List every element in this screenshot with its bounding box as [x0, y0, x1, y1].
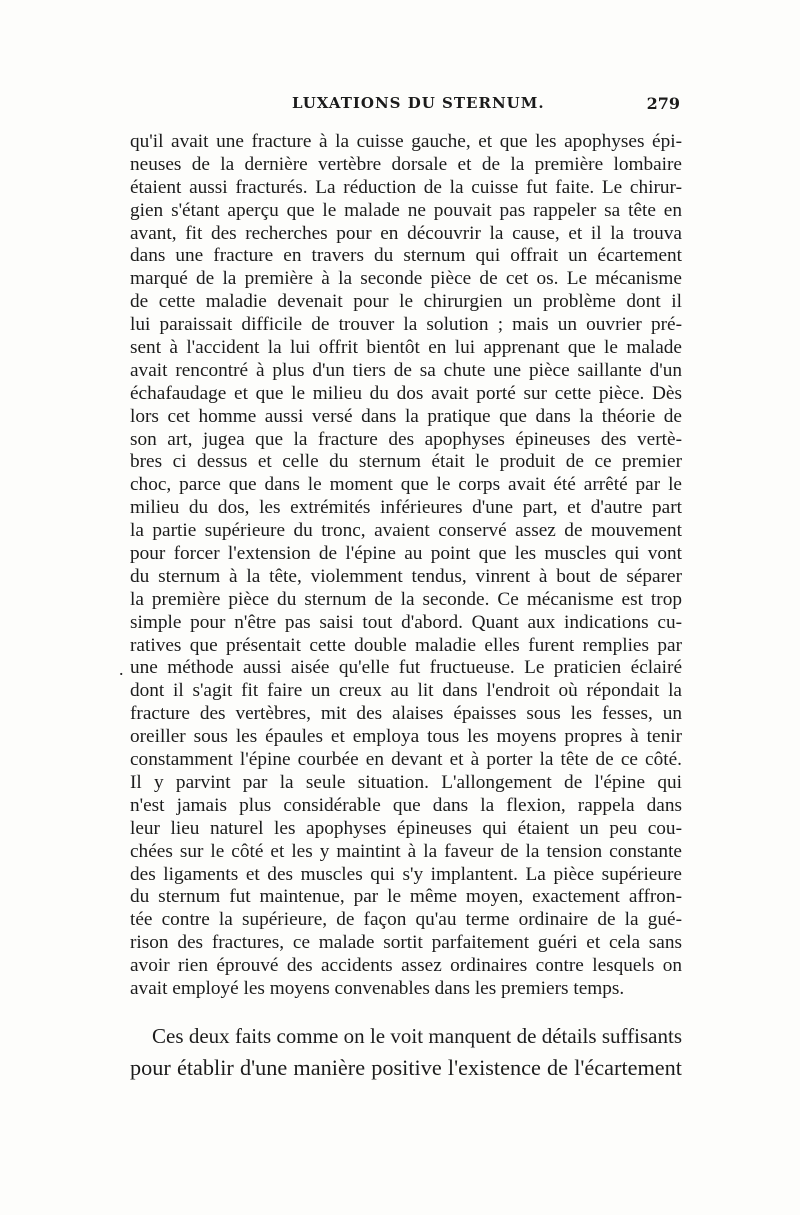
text-line: avait rencontré à plus d'un tiers de sa chute une pièce saillante d'un [130, 359, 682, 381]
text-line: milieu du dos, les extrémités inférieures d'une part, et d'autre part [130, 497, 682, 519]
text-line: dont il s'agit fit faire un creux au lit dans l'endroit où répondait la [130, 680, 682, 702]
text-line: chées sur le côté et les y maintint à la faveur de la tension constante [130, 840, 682, 862]
paragraph-gap [130, 1001, 682, 1021]
paragraph-2 [130, 1021, 682, 1083]
text-line: avoir rien éprouvé des accidents assez ordinaires contre lesquels on [130, 955, 682, 977]
text-line: son art, jugea que la fracture des apophyses épineuses des vertè- [130, 428, 682, 450]
text-line: du sternum fut maintenue, par le même moyen, exactement affron- [130, 886, 682, 908]
text-line: la partie supérieure du tronc, avaient conservé assez de mouvement [130, 520, 682, 542]
text-line: avait employé les moyens convenables dans les premiers temps. [130, 977, 625, 999]
text-line: ratives que présentait cette double maladie elles furent remplies par [130, 634, 682, 656]
text-line: bres ci dessus et celle du sternum était le produit de ce premier [130, 451, 682, 473]
text-line: marqué de la première à la seconde pièce de cet os. Le mécanisme [130, 268, 682, 290]
text-line: Il y parvint par la seule situation. L'allongement de l'épine qui [130, 771, 682, 793]
text-line: fracture des vertèbres, mit des alaises épaisses sous les fesses, un [130, 703, 682, 725]
text-line: des ligaments et des muscles qui s'y implantent. La pièce supérieure [130, 863, 682, 885]
text-line: sent à l'accident la lui offrit bientôt en lui apprenant que le malade [130, 337, 682, 359]
text-line: du sternum à la tête, violemment tendus, vinrent à bout de séparer [130, 565, 682, 587]
text-line: choc, parce que dans le moment que le corps avait été arrêté par le [130, 474, 682, 496]
page-number: 279 [646, 94, 680, 113]
text-line: Ces deux faits comme on le voit manquent de détails suffisants [152, 1023, 682, 1048]
text-line: gien s'étant aperçu que le malade ne pouvait pas rappeler sa tête en [130, 199, 682, 221]
text-line: avant, fit des recherches pour en découvrir la cause, et il la trouva [130, 222, 682, 244]
text-line: une méthode aussi aisée qu'elle fut fructueuse. Le praticien éclairé [130, 657, 682, 679]
running-title: LUXATIONS DU STERNUM. [292, 94, 545, 112]
text-line: dans une fracture en travers du sternum qui offrait un écartement [130, 245, 682, 267]
text-line: rison des fractures, ce malade sortit parfaitement guéri et cela sans [130, 932, 682, 954]
text-line: qu'il avait une fracture à la cuisse gauche, et que les apophyses épi- [130, 131, 682, 152]
text-line: la première pièce du sternum de la seconde. Ce mécanisme est trop [130, 588, 682, 610]
running-head [132, 94, 680, 118]
margin-mark: . [119, 659, 124, 679]
text-line: lors cet homme aussi versé dans la pratique que dans la théorie de [130, 405, 682, 427]
text-line: de cette maladie devenait pour le chirurgien un problème dont il [130, 291, 682, 313]
text-line: simple pour n'être pas saisi tout d'abord. Quant aux indications cu- [130, 611, 682, 633]
text-line: n'est jamais plus considérable que dans la flexion, rappela dans [130, 794, 682, 816]
text-line: tée contre la supérieure, de façon qu'au terme ordinaire de la gué- [130, 909, 682, 931]
body-text [130, 131, 682, 1083]
paragraph-1 [130, 131, 682, 1001]
text-line: étaient aussi fracturés. La réduction de la cuisse fut faite. Le chirur- [130, 176, 682, 198]
text-line: oreiller sous les épaules et employa tous les moyens propres à tenir [130, 726, 682, 748]
text-line: pour établir d'une manière positive l'existence de l'écartement [130, 1054, 682, 1080]
text-line: constamment l'épine courbée en devant et à porter la tête de ce côté. [130, 749, 682, 771]
text-line: échafaudage et que le milieu du dos avait porté sur cette pièce. Dès [130, 382, 682, 404]
text-line: pour forcer l'extension de l'épine au point que les muscles qui vont [130, 543, 682, 565]
text-line: lui paraissait difficile de trouver la solution ; mais un ouvrier pré- [130, 314, 682, 336]
text-line: neuses de la dernière vertèbre dorsale et de la première lombaire [130, 153, 682, 175]
text-line: leur lieu naturel les apophyses épineuses qui étaient un peu cou- [130, 817, 682, 839]
